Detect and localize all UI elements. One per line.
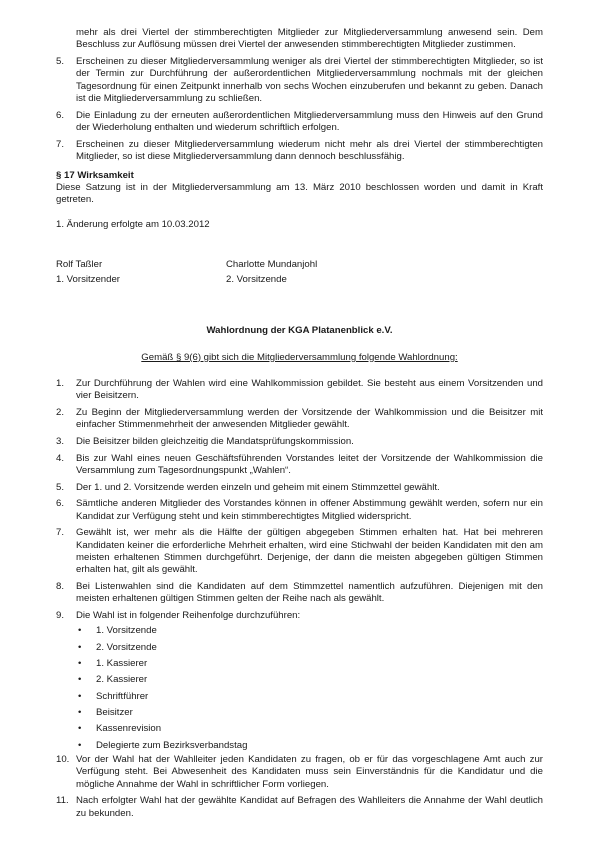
item-number: 9. — [56, 610, 65, 622]
item-number: 1. — [56, 378, 65, 390]
document-content — [56, 27, 543, 824]
wahl-item-7 — [56, 527, 543, 577]
satzung-item-5 — [56, 56, 543, 106]
signature-block — [56, 257, 543, 287]
election-order-item: • 1. Kassierer — [76, 656, 543, 672]
wahl-item-2 — [56, 407, 543, 432]
item-text: Nach erfolgter Wahl hat der gewählte Kandidat auf Befragen des Wahlleiters die Annahme der Wahl deutlich zu bekunden. — [76, 795, 543, 819]
election-order-item: • Schriftführer — [76, 689, 543, 705]
item-text: Die Beisitzer bilden gleichzeitig die Mandatsprüfungskommission. — [76, 436, 354, 448]
item-number: 6. — [56, 109, 65, 121]
item-number: 4. — [56, 452, 65, 464]
wahl-item-11 — [56, 795, 543, 820]
item-number: 3. — [56, 436, 65, 448]
wahl-item-6 — [56, 498, 543, 523]
continuation-paragraph: mehr als drei Viertel der stimmberechtigten Mitglieder zur Mitgliederversammlung anwesend sein. Dem Beschluss zur Auflösung müssen drei Viertel der anwesenden stimmberechtigten Mitglieder zustimmen. — [76, 27, 543, 51]
satzung-item-7 — [56, 139, 543, 164]
item-text: Erscheinen zu dieser Mitgliederversammlung weniger als drei Viertel der stimmberechtigten Mitglieder, so ist der Termin zur Durchführung der außerordentlichen Mitgliederversammlung nochmals mit der gleichen Tagesordnung für einen Zeitpunkt innerhalb von sechs Wochen einzuberufen und bekannt zu geben. Danach ist die Mitgliederversammlung zu schließen. — [76, 56, 543, 105]
item-text: Zur Durchführung der Wahlen wird eine Wahlkommission gebildet. Sie besteht aus einem Vorsitzenden und vier Beisitzern. — [76, 378, 543, 402]
item-number: 7. — [56, 527, 65, 539]
election-order-item: • Kassenrevision — [76, 721, 543, 737]
wahlordnung-title: Wahlordnung der KGA Platanenblick e.V. — [206, 325, 393, 337]
election-order-list — [56, 623, 543, 753]
signatory-role: 2. Vorsitzende — [226, 274, 287, 286]
amendment-note: 1. Änderung erfolgte am 10.03.2012 — [56, 218, 210, 230]
item-number: 7. — [56, 138, 65, 150]
item-number: 11. — [56, 795, 69, 807]
item-text: Erscheinen zu dieser Mitgliederversammlung wiederum nicht mehr als drei Viertel der stimmberechtigten Mitglieder, so ist diese Mitgliederversammlung dann dennoch beschlussfähig. — [76, 138, 543, 163]
item-text: Vor der Wahl hat der Wahlleiter jeden Kandidaten zu fragen, ob er für das vorgeschlagene Amt auch zur Verfügung steht. Bei Abwesenheit des Kandidaten muss sein Einverständnis für die Kandidatur und die mögliche Annahme der Wahl in schriftlicher Form vorliegen. — [76, 753, 543, 790]
wahlordnung-subtitle: Gemäß § 9(6) gibt sich die Mitgliederversammlung folgende Wahlordnung: — [141, 351, 458, 363]
item-number: 6. — [56, 498, 65, 510]
item-text: Sämtliche anderen Mitglieder des Vorstandes können in offener Abstimmung gewählt werden, sofern nur ein Kandidat zur Verfügung steht und kein stimmberechtigtes Mitglied widerspricht. — [76, 498, 543, 522]
wahl-item-1 — [56, 378, 543, 403]
wahl-item-10 — [56, 754, 543, 791]
item-text: Gewählt ist, wer mehr als die Hälfte der gültigen abgegeben Stimmen erhalten hat. Hat bei mehreren Kandidaten keiner die erforderliche Mehrheit erhalten, wird eine Stichwahl der beiden Kandidaten mit den am meisten erhaltenen Stimmen durchgeführt. Derjenige, der dann die meisten abgegeben gültigen Stimmen erhalten hat, gilt als gewählt. — [76, 527, 543, 576]
election-order-item: • 2. Kassierer — [76, 672, 543, 688]
item-number: 2. — [56, 407, 65, 419]
item-text: Die Wahl ist in folgender Reihenfolge durchzuführen: — [76, 610, 301, 622]
item-number: 5. — [56, 56, 65, 67]
satzung-item-6 — [56, 110, 543, 135]
signatory-name: Charlotte Mundanjohl — [226, 259, 318, 271]
election-order-item: • Delegierte zum Bezirksverbandstag — [76, 738, 543, 754]
item-number: 5. — [56, 481, 65, 493]
item-text: Die Einladung zu der erneuten außerordentlichen Mitgliederversammlung muss den Hinweis auf den Grund der Wiederholung enthalten und wiederum schriftlich erfolgen. — [76, 109, 543, 134]
item-text: Der 1. und 2. Vorsitzende werden einzeln und geheim mit einem Stimmzettel gewählt. — [76, 481, 440, 493]
wahl-item-9 — [56, 610, 543, 622]
wahl-item-5 — [56, 482, 543, 494]
election-order-item: • 1. Vorsitzende — [76, 623, 543, 639]
item-number: 8. — [56, 581, 65, 593]
section-17-heading: § 17 Wirksamkeit — [56, 169, 134, 181]
wahl-item-8 — [56, 581, 543, 606]
item-text: Zu Beginn der Mitgliederversammlung werden der Vorsitzende der Wahlkommission und die Beisitzer mit einfacher Stimmenmehrheit der anwesenden Mitglieder gewählt. — [76, 407, 543, 431]
election-order-item: • 2. Vorsitzende — [76, 640, 543, 656]
wahl-item-3 — [56, 436, 543, 448]
signatory-role: 1. Vorsitzender — [56, 274, 120, 286]
signature-2 — [226, 257, 396, 287]
signatory-name: Rolf Taßler — [56, 259, 103, 271]
item-text: Bis zur Wahl eines neuen Geschäftsführenden Vorstandes leitet der Vorsitzende der Wahlkommission die Versammlung zum Tagesordnungspunkt „Wahlen“. — [76, 452, 543, 477]
section-17-text: Diese Satzung ist in der Mitgliederversammlung am 13. März 2010 beschlossen worden und damit in Kraft getreten. — [56, 182, 543, 206]
item-number: 10. — [56, 753, 70, 765]
item-text: Bei Listenwahlen sind die Kandidaten auf dem Stimmzettel namentlich aufzuführen. Diejenigen mit den meisten erhaltenen gültigen Stimmen gelten der Reihe nach als gewählt. — [76, 581, 543, 605]
election-order-item: • Beisitzer — [76, 705, 543, 721]
wahl-item-4 — [56, 453, 543, 478]
signature-1 — [56, 257, 226, 287]
